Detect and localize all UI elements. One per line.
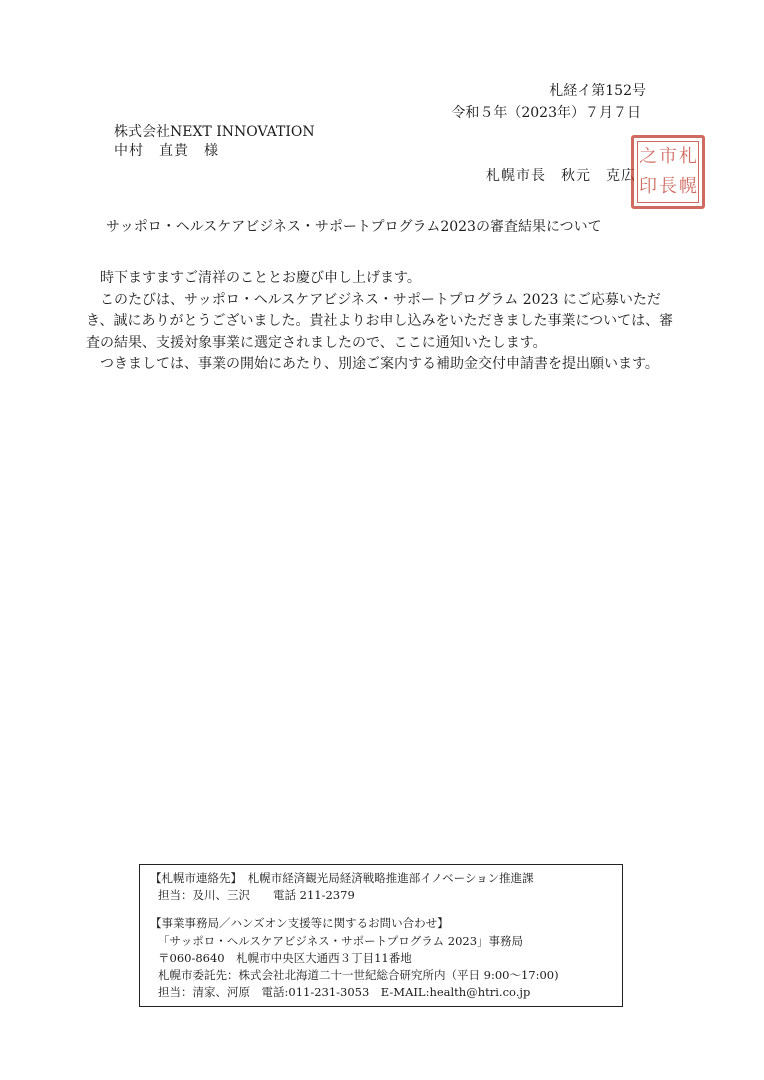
office-name: 「サッポロ・ヘルスケアビジネス・サポートプログラム 2023」事務局 — [158, 933, 524, 948]
office-contact-person: 担当：清家、河原 電話:011-231-3053 E-MAIL:health@htri.co.jp — [158, 985, 531, 1000]
seal-character: 幌 — [679, 176, 697, 197]
seal-character: 札 — [679, 146, 697, 167]
recipient-company: 株式会社NEXT INNOVATION — [114, 124, 315, 140]
seal-character: 之 — [639, 146, 657, 167]
city-contact-person: 担当：及川、三沢 電話 211-2379 — [158, 888, 355, 903]
sender-name: 札幌市長 秋元 克広 — [486, 168, 636, 184]
body-paragraph-request: つきましては、事業の開始にあたり、別途ご案内する補助金交付申請書を提出願います。 — [100, 356, 659, 372]
seal-characters — [637, 141, 699, 203]
seal-character: 印 — [639, 176, 657, 197]
office-contact-header: 【事業事務局／ハンズオン支援等に関するお問い合わせ】 — [150, 916, 449, 931]
seal-character: 市 — [659, 146, 677, 167]
document-number: 札経イ第152号 — [549, 83, 646, 99]
document-date: 令和５年（2023年）７月７日 — [451, 105, 641, 121]
body-paragraph-greeting: 時下ますますご清祥のこととお慶び申し上げます。 — [100, 270, 421, 286]
seal-character: 長 — [659, 176, 677, 197]
letter-body — [86, 268, 676, 376]
city-contact-header: 【札幌市連絡先】 札幌市経済観光局経済戦略推進部イノベーション推進課 — [150, 871, 534, 885]
office-address: 〒060-8640 札幌市中央区大通西３丁目11番地 — [158, 950, 412, 965]
recipient-name: 中村 直貴 様 — [114, 143, 219, 159]
document-subject: サッポロ・ヘルスケアビジネス・サポートプログラム2023の審査結果について — [106, 219, 602, 235]
official-seal — [631, 135, 705, 209]
contact-info-box — [139, 864, 623, 1007]
body-paragraph-selection: このたびは、サッポロ・ヘルスケアビジネス・サポートプログラム 2023 にご応募いただき、誠にありがとうございました。貴社よりお申し込みをいただきました事業については、審査の結果、支援対象事業に選定されましたので、ここに通知いたします。 — [86, 291, 674, 351]
office-consignee: 札幌市委託先：株式会社北海道二十一世紀総合研究所内（平日 9:00～17:00) — [158, 968, 559, 983]
